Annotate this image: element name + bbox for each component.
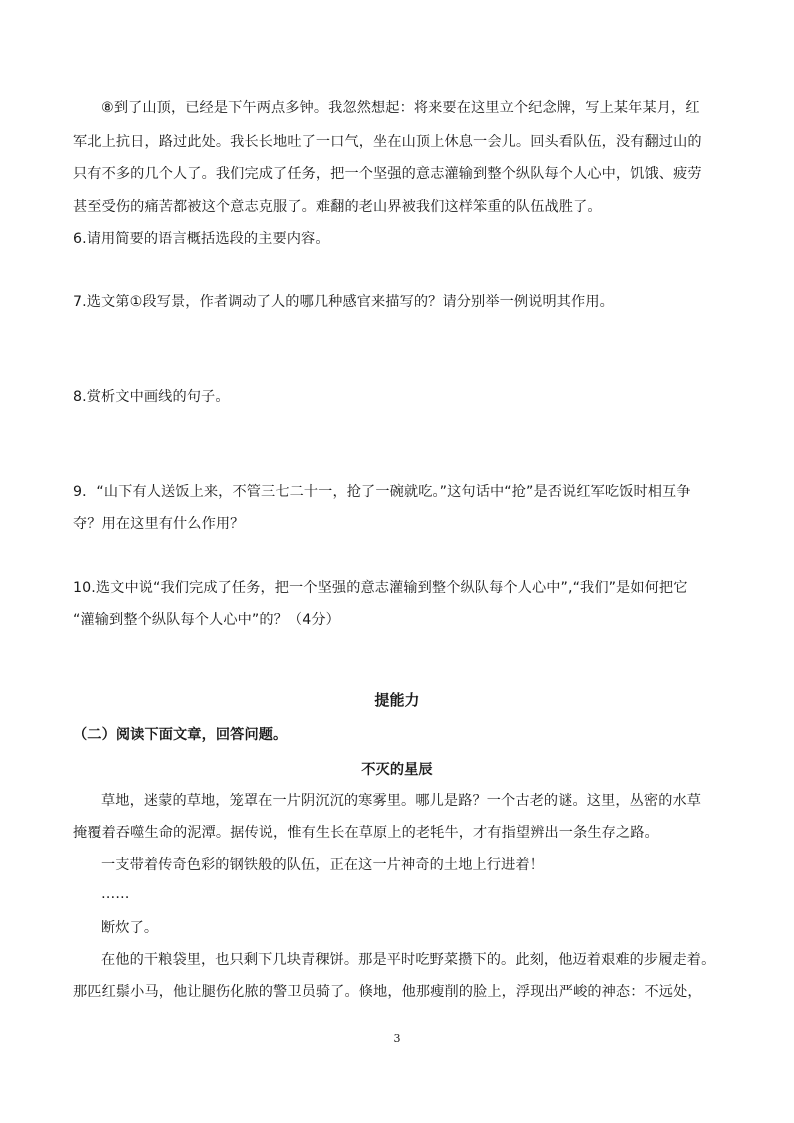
page-number: 3 bbox=[393, 1032, 401, 1045]
article-line-7: 那匹红鬃小马，他让腿伤化脓的警卫员骑了。倏地，他那瘦削的脸上，浮现出严峻的神态：不远处， bbox=[73, 984, 702, 1000]
passage-line-3: 只有不多的几个人了。我们完成了任务，把一个坚强的意志灌输到整个纵队每个人心中，饥饿、疲劳 bbox=[73, 166, 702, 182]
section-title: 提能力 bbox=[374, 691, 420, 709]
article-title: 不灭的星辰 bbox=[361, 762, 433, 778]
article-line-2: 掩覆着吞噬生命的泥潭。据传说，惟有生长在草原上的老牦牛，才有指望辨出一条生存之路。 bbox=[73, 825, 659, 841]
question-9-line-2: 夺？用在这里有什么作用？ bbox=[73, 516, 245, 532]
article-line-6: 在他的干粮袋里，也只剩下几块青稞饼。那是平时吃野菜攒下的。此刻，他迈着艰难的步履走着。 bbox=[101, 952, 716, 968]
question-9-line-1: 9．“山下有人送饭上来，不管三七二十一，抢了一碗就吃。”这句话中“抢”是否说红军吃饭时相互争 bbox=[73, 484, 691, 500]
article-ellipsis: …… bbox=[101, 886, 130, 902]
article-line-1: 草地，迷蒙的草地，笼罩在一片阴沉沉的寒雾里。哪儿是路？一个古老的谜。这里，丛密的水草 bbox=[101, 793, 702, 809]
passage-line-4: 甚至受伤的痛苦都被这个意志克服了。难翻的老山界被我们这样笨重的队伍战胜了。 bbox=[73, 199, 602, 215]
passage-line-2: 军北上抗日，路过此处。我长长地吐了一口气，坐在山顶上休息一会儿。回头看队伍，没有翻过山的 bbox=[73, 134, 702, 150]
passage-line-1: ⑧到了山顶，已经是下午两点多钟。我忽然想起：将来要在这里立个纪念牌，写上某年某月，红 bbox=[101, 100, 700, 116]
article-line-3: 一支带着传奇色彩的钢铁般的队伍，正在这一片神奇的土地上行进着！ bbox=[101, 857, 544, 873]
part-heading: （二）阅读下面文章，回答问题。 bbox=[73, 727, 288, 743]
question-10-line-1: 10.选文中说“我们完成了任务，把一个坚强的意志灌输到整个纵队每个人心中”,“我们”是如何把它 bbox=[73, 580, 688, 596]
question-7: 7.选文第①段写景，作者调动了人的哪几种感官来描写的？请分别举一例说明其作用。 bbox=[73, 294, 614, 310]
question-6: 6.请用简要的语言概括选段的主要内容。 bbox=[73, 231, 330, 247]
article-line-5: 断炊了。 bbox=[101, 920, 159, 936]
question-10-line-2: “灌输到整个纵队每个人心中”的？（4分） bbox=[73, 612, 340, 628]
question-8: 8.赏析文中画线的句子。 bbox=[73, 389, 230, 405]
